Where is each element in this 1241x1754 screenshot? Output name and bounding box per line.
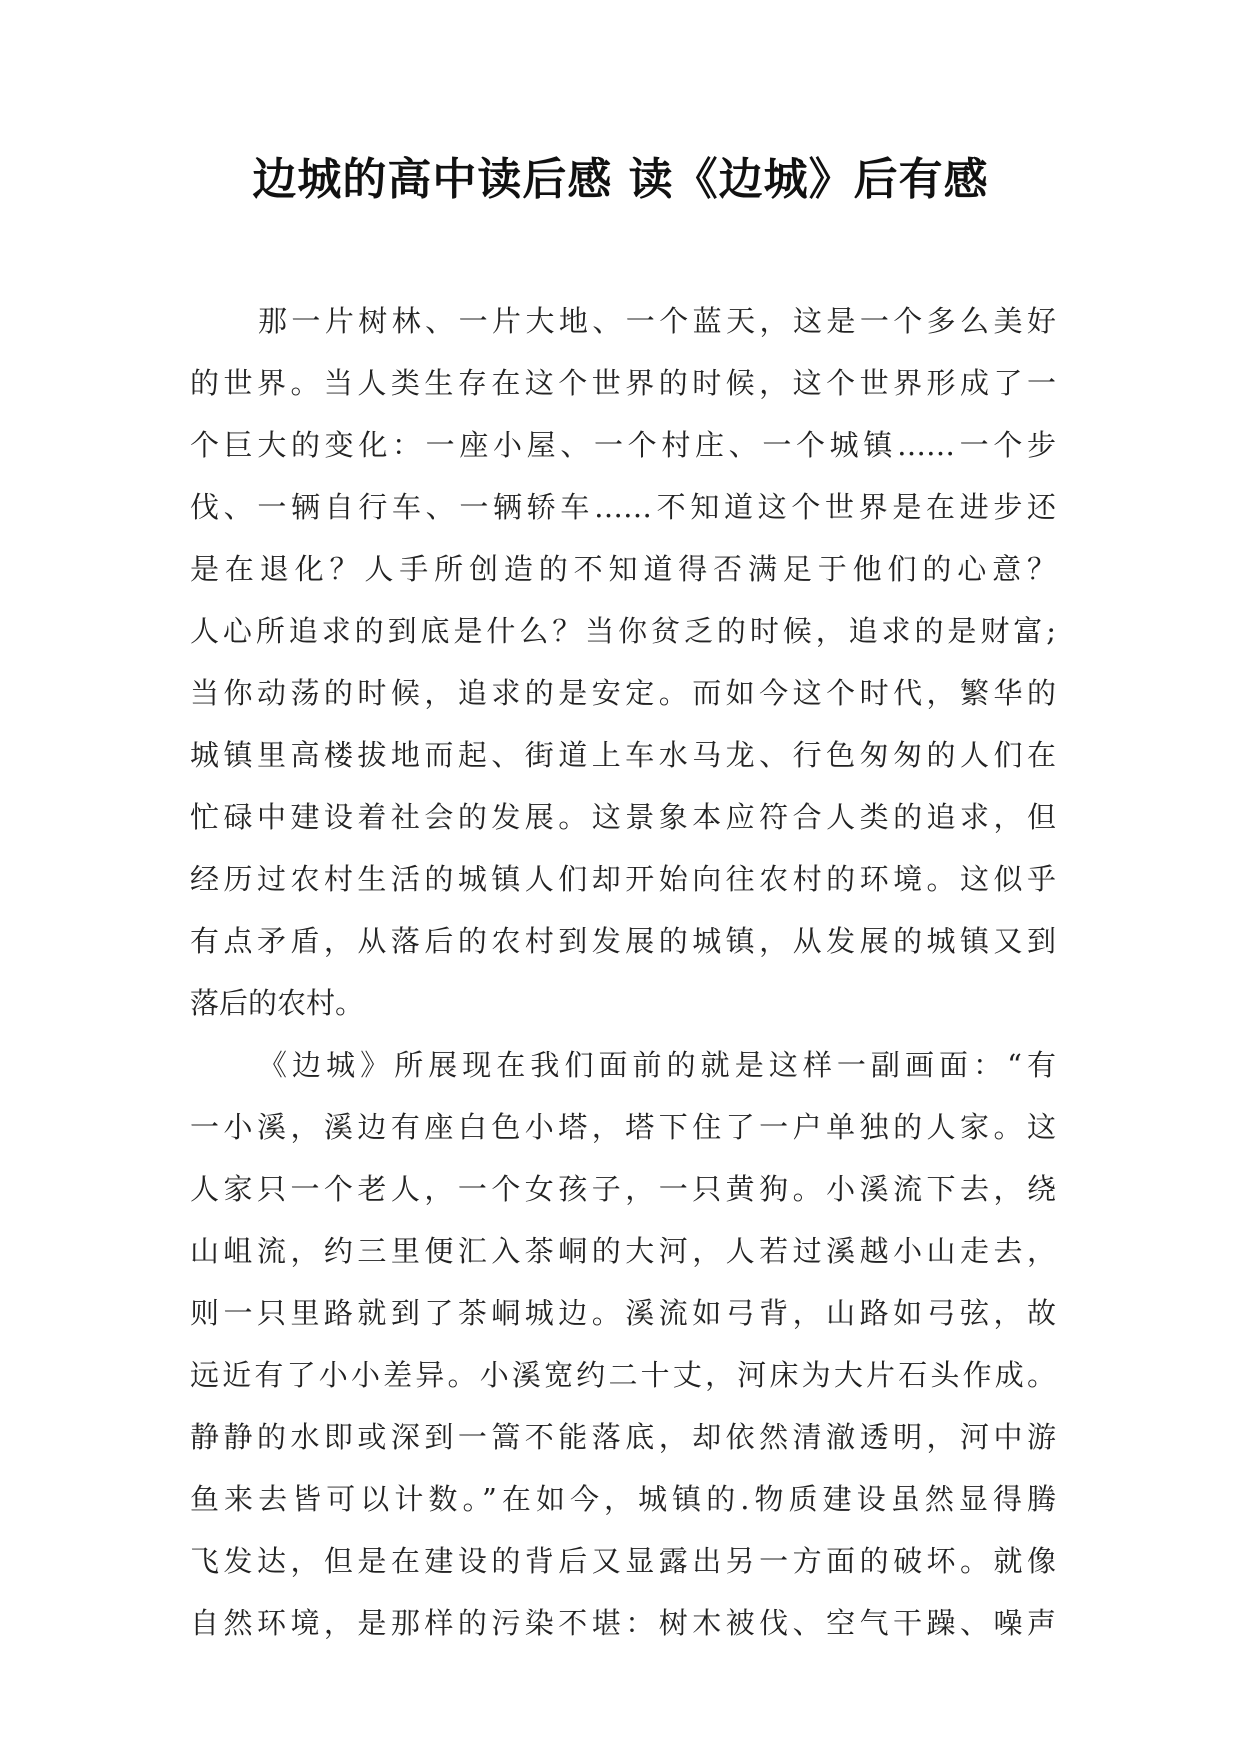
paragraph-line: 忙碌中建设着社会的发展。这景象本应符合人类的追求，但 bbox=[190, 800, 1056, 834]
paragraph-line: 人心所追求的到底是什么？当你贫乏的时候，追求的是财富; bbox=[190, 614, 1056, 648]
paragraph-line: 伐、一辆自行车、一辆轿车……不知道这个世界是在进步还 bbox=[190, 490, 1056, 524]
paragraph-line: 城镇里高楼拔地而起、街道上车水马龙、行色匆匆的人们在 bbox=[190, 738, 1056, 772]
paragraph-line: 山岨流，约三里便汇入茶峒的大河，人若过溪越小山走去， bbox=[190, 1234, 1056, 1268]
paragraph-line: 个巨大的变化：一座小屋、一个村庄、一个城镇……一个步 bbox=[190, 428, 1056, 462]
paragraph-line: 是在退化？人手所创造的不知道得否满足于他们的心意？ bbox=[190, 552, 1056, 586]
paragraph-line: 远近有了小小差异。小溪宽约二十丈，河床为大片石头作成。 bbox=[190, 1358, 1056, 1392]
paragraph-line: 那一片树林、一片大地、一个蓝天，这是一个多么美好 bbox=[258, 304, 1056, 338]
paragraph-line: 自然环境，是那样的污染不堪：树木被伐、空气干躁、噪声 bbox=[190, 1606, 1056, 1640]
paragraph-line: 的世界。当人类生存在这个世界的时候，这个世界形成了一 bbox=[190, 366, 1056, 400]
paragraph-line: 静静的水即或深到一篙不能落底，却依然清澈透明，河中游 bbox=[190, 1420, 1056, 1454]
paragraph-line: 则一只里路就到了茶峒城边。溪流如弓背，山路如弓弦，故 bbox=[190, 1296, 1056, 1330]
paragraph-line: 经历过农村生活的城镇人们却开始向往农村的环境。这似乎 bbox=[190, 862, 1056, 896]
document-body bbox=[190, 290, 1056, 1654]
paragraph-line: 有点矛盾，从落后的农村到发展的城镇，从发展的城镇又到 bbox=[190, 924, 1056, 958]
document-title: 边城的高中读后感 读《边城》后有感 bbox=[252, 154, 989, 205]
paragraph-line: 人家只一个老人，一个女孩子，一只黄狗。小溪流下去，绕 bbox=[190, 1172, 1056, 1206]
paragraph-line: 落后的农村。 bbox=[190, 986, 365, 1020]
paragraph-line: 飞发达，但是在建设的背后又显露出另一方面的破坏。就像 bbox=[190, 1544, 1056, 1578]
paragraph-line: 鱼来去皆可以计数。”在如今，城镇的.物质建设虽然显得腾 bbox=[190, 1482, 1056, 1516]
paragraph-line: 当你动荡的时候，追求的是安定。而如今这个时代，繁华的 bbox=[190, 676, 1056, 710]
paragraph-line: 一小溪，溪边有座白色小塔，塔下住了一户单独的人家。这 bbox=[190, 1110, 1056, 1144]
paragraph-line: 《边城》所展现在我们面前的就是这样一副画面：“有 bbox=[258, 1048, 1056, 1082]
